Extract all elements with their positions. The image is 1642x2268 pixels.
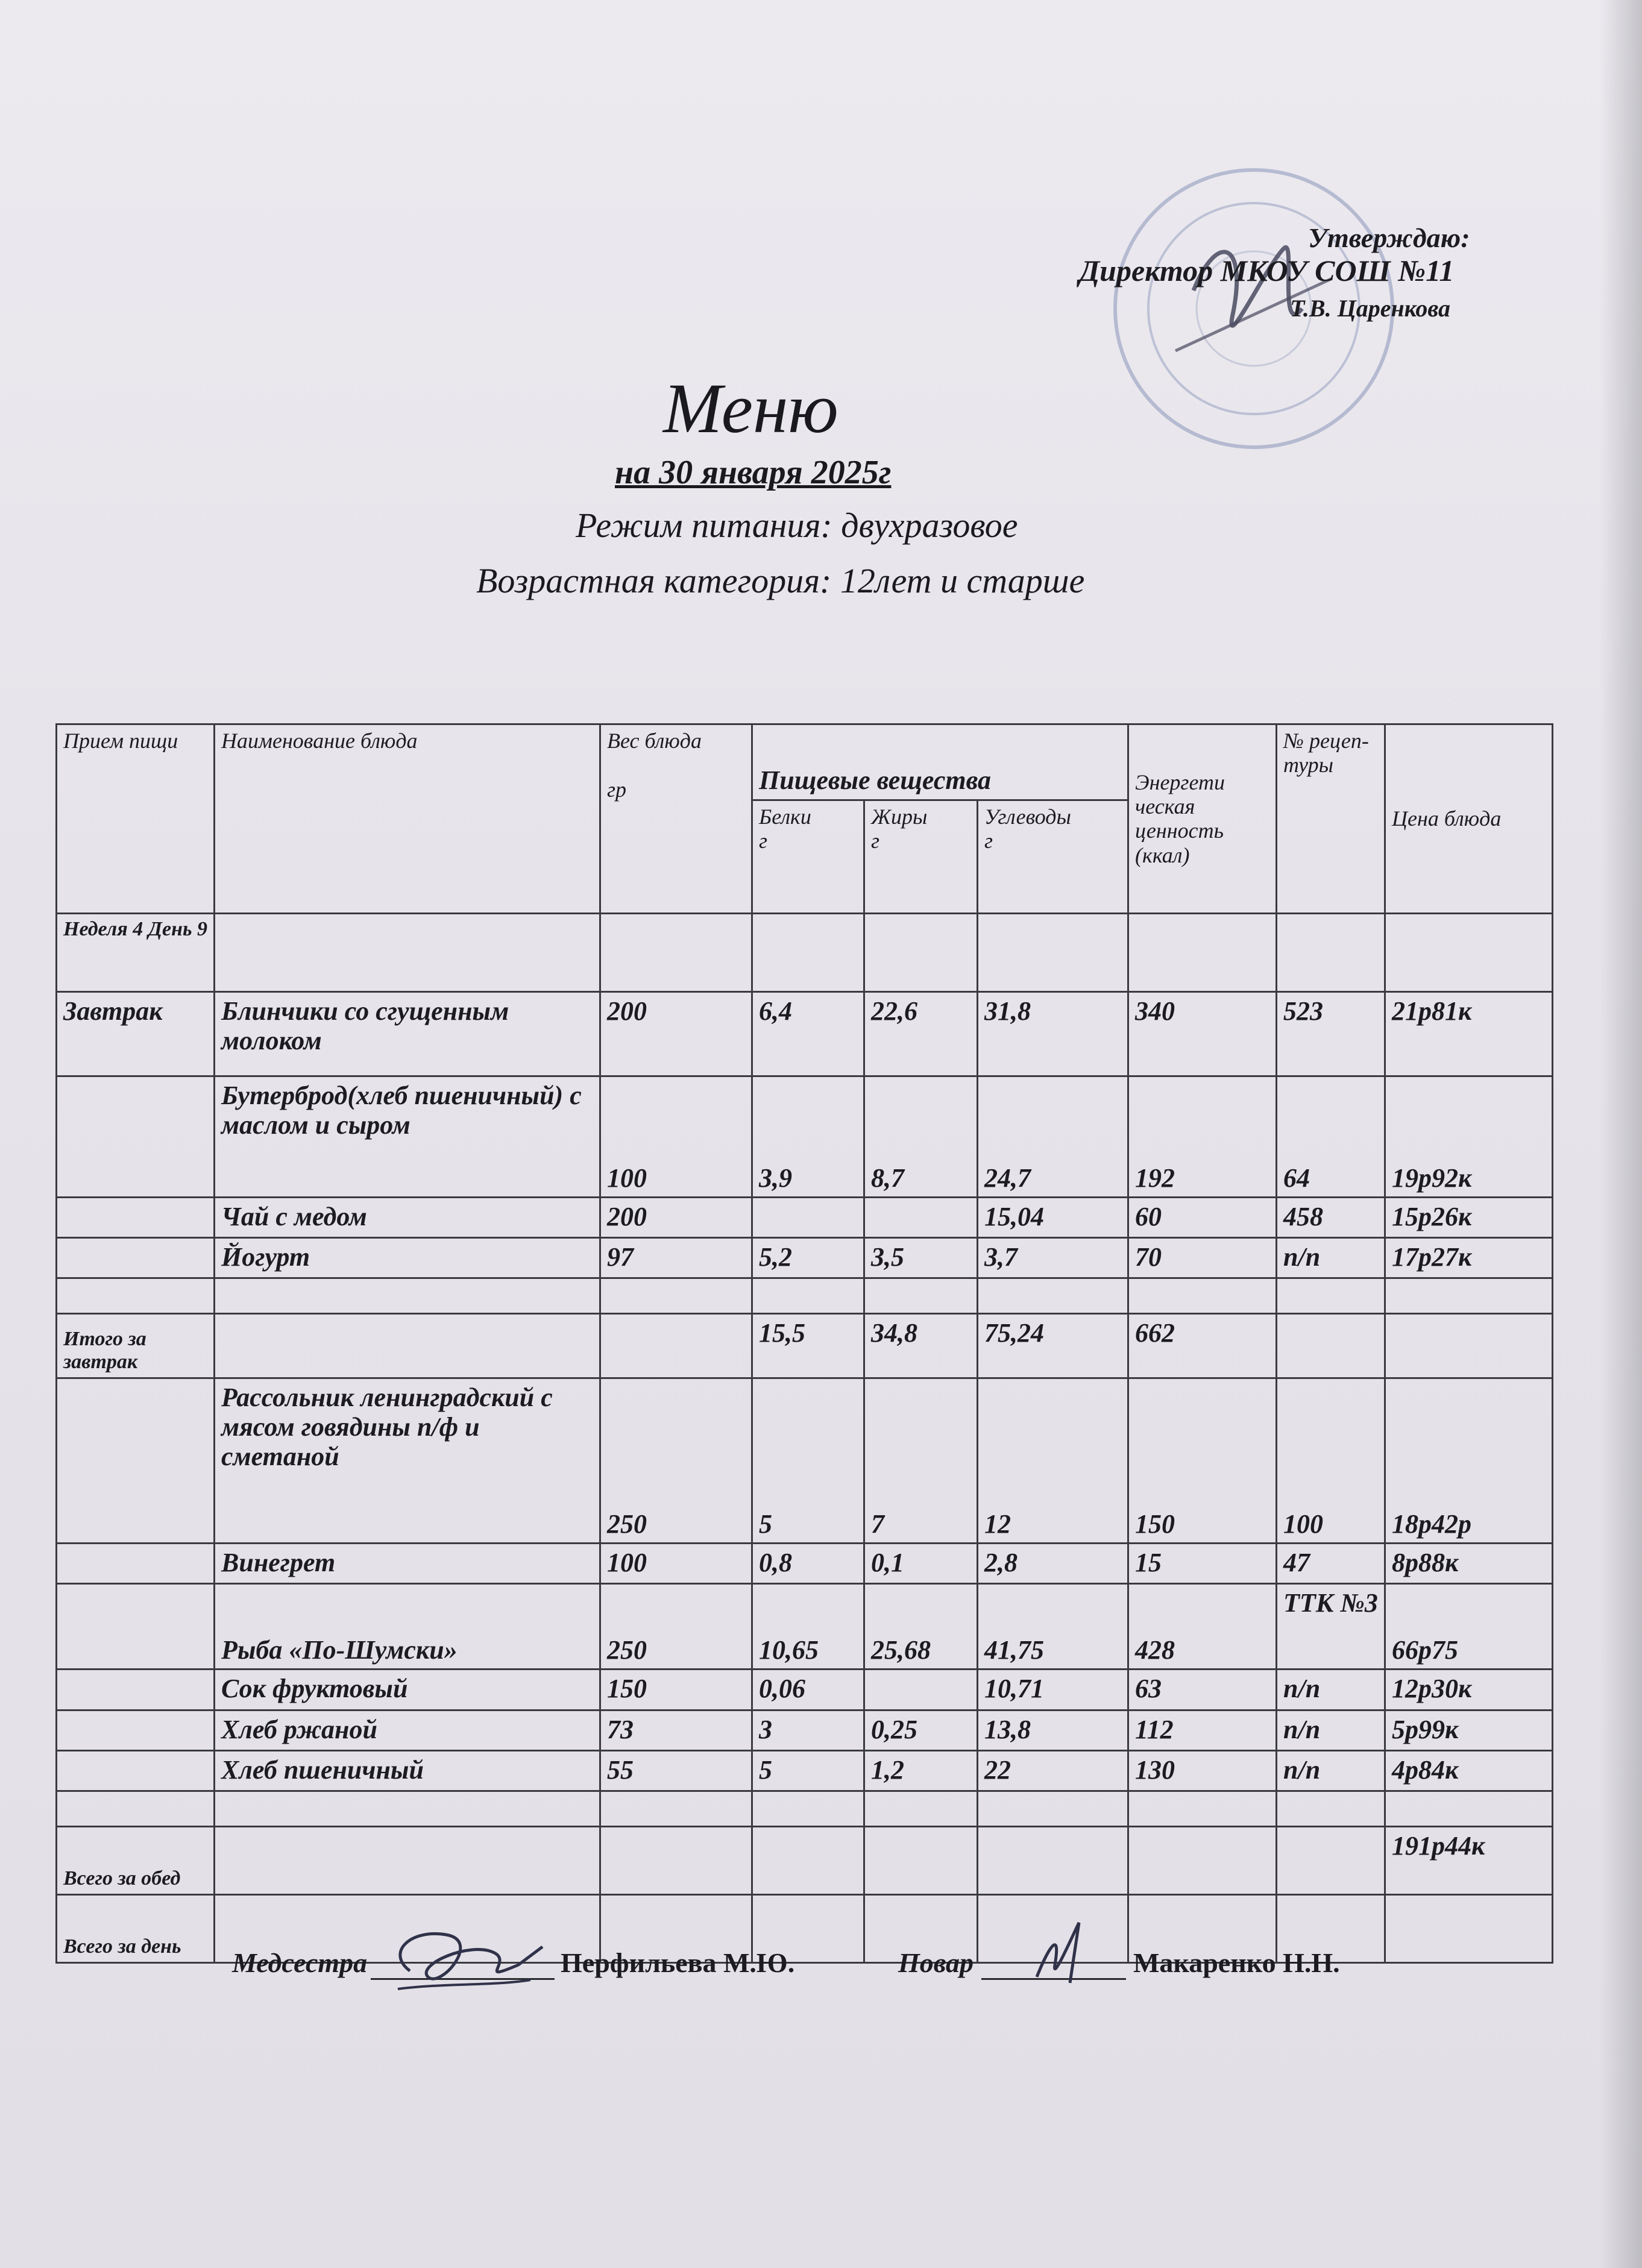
table-row xyxy=(57,1378,1553,1543)
cell-weight: 100 xyxy=(600,1076,752,1197)
cell-protein xyxy=(752,1197,864,1237)
header-price: Цена блюда xyxy=(1385,724,1553,914)
table-row xyxy=(57,1238,1553,1278)
cell-price xyxy=(1385,913,1553,991)
cell-recipe: п/п xyxy=(1277,1670,1385,1710)
cell-carbs xyxy=(978,913,1128,991)
header-carbs-label: Углеводы xyxy=(984,804,1071,829)
cell-fat xyxy=(864,1278,978,1314)
cell-carbs: 12 xyxy=(978,1378,1128,1543)
cell-carbs xyxy=(978,1791,1128,1827)
cell-dish xyxy=(215,913,600,991)
cell-recipe: 523 xyxy=(1277,991,1385,1076)
cell-recipe: 458 xyxy=(1277,1197,1385,1237)
cook-label: Повар xyxy=(898,1947,974,1978)
cell-energy xyxy=(1128,913,1277,991)
cell-carbs xyxy=(978,1826,1128,1894)
cell-dish xyxy=(215,1791,600,1827)
cell-price: 15р26к xyxy=(1385,1197,1553,1237)
cell-recipe xyxy=(1277,913,1385,991)
cell-fat: 3,5 xyxy=(864,1238,978,1278)
approval-line-1: Утверждаю: xyxy=(1308,222,1470,253)
header-weight-unit: гр xyxy=(607,777,627,802)
cell-meal xyxy=(57,1543,215,1583)
cell-price: 19р92к xyxy=(1385,1076,1553,1197)
cell-weight xyxy=(600,1826,752,1894)
table-row xyxy=(57,1750,1553,1791)
page-title: Меню xyxy=(663,369,838,448)
meal-mode: Режим питания: двухразовое xyxy=(576,506,1018,545)
cell-carbs: 22 xyxy=(978,1750,1128,1791)
cell-fat: 34,8 xyxy=(864,1313,978,1378)
cell-energy: 112 xyxy=(1128,1710,1277,1750)
cell-fat xyxy=(864,1197,978,1237)
cell-recipe: п/п xyxy=(1277,1710,1385,1750)
cell-protein: 5 xyxy=(752,1750,864,1791)
header-dish: Наименование блюда xyxy=(215,724,600,914)
cell-weight xyxy=(600,913,752,991)
cell-energy: 192 xyxy=(1128,1076,1277,1197)
table-row xyxy=(57,1278,1553,1314)
cell-dish: Рыба «По-Шумски» xyxy=(215,1584,600,1670)
cell-protein: 6,4 xyxy=(752,991,864,1076)
cell-energy: 60 xyxy=(1128,1197,1277,1237)
cell-recipe: ТТК №3 xyxy=(1277,1584,1385,1670)
header-energy: Энергети ческая ценность (ккал) xyxy=(1128,724,1277,914)
cell-weight: 150 xyxy=(600,1670,752,1710)
cell-protein: 3 xyxy=(752,1710,864,1750)
cell-weight: 100 xyxy=(600,1543,752,1583)
cell-energy: 340 xyxy=(1128,991,1277,1076)
cell-dish: Бутерброд(хлеб пшеничный) с маслом и сыром xyxy=(215,1076,600,1197)
cell-weight: 250 xyxy=(600,1584,752,1670)
header-weight xyxy=(600,724,752,914)
cell-meal xyxy=(57,1750,215,1791)
cell-fat xyxy=(864,1826,978,1894)
cell-recipe xyxy=(1277,1826,1385,1894)
cell-protein: 15,5 xyxy=(752,1313,864,1378)
nurse-name: Перфильева М.Ю. xyxy=(561,1947,795,1978)
cell-protein: 3,9 xyxy=(752,1076,864,1197)
cook-name: Макаренко Н.Н. xyxy=(1133,1947,1340,1978)
header-fat-label: Жиры xyxy=(871,804,928,829)
cell-recipe: 100 xyxy=(1277,1378,1385,1543)
menu-date: на 30 января 2025г xyxy=(615,454,892,491)
header-protein-label: Белки xyxy=(759,804,811,829)
header-weight-label: Вес блюда xyxy=(607,729,702,753)
cell-price: 18р42р xyxy=(1385,1378,1553,1543)
cell-dish xyxy=(215,1313,600,1378)
cell-fat xyxy=(864,1791,978,1827)
cell-weight: 55 xyxy=(600,1750,752,1791)
table-row xyxy=(57,1670,1553,1710)
cell-weight: 73 xyxy=(600,1710,752,1750)
table-row xyxy=(57,1313,1553,1378)
table-row xyxy=(57,1076,1553,1197)
cell-carbs xyxy=(978,1278,1128,1314)
cell-fat: 1,2 xyxy=(864,1750,978,1791)
cell-weight xyxy=(600,1278,752,1314)
cell-dish: Чай с медом xyxy=(215,1197,600,1237)
menu-table xyxy=(55,723,1553,1964)
cell-energy: 662 xyxy=(1128,1313,1277,1378)
header-recipe: № рецеп- туры xyxy=(1277,724,1385,914)
cell-recipe xyxy=(1277,1313,1385,1378)
cell-carbs: 13,8 xyxy=(978,1710,1128,1750)
cell-price xyxy=(1385,1278,1553,1314)
approval-line-2: Директор МКОУ СОШ №11 xyxy=(1079,254,1455,287)
cell-dish: Сок фруктовый xyxy=(215,1670,600,1710)
cell-weight: 200 xyxy=(600,1197,752,1237)
cell-protein xyxy=(752,1278,864,1314)
cell-recipe: п/п xyxy=(1277,1238,1385,1278)
cell-dish xyxy=(215,1278,600,1314)
cell-dish: Йогурт xyxy=(215,1238,600,1278)
cell-meal: Всего за обед xyxy=(57,1826,215,1894)
header-fat xyxy=(864,800,978,913)
cell-price: 12р30к xyxy=(1385,1670,1553,1710)
cell-protein xyxy=(752,913,864,991)
cell-dish: Хлеб ржаной xyxy=(215,1710,600,1750)
cell-carbs: 10,71 xyxy=(978,1670,1128,1710)
cell-dish: Хлеб пшеничный xyxy=(215,1750,600,1791)
age-category: Возрастная категория: 12лет и старше xyxy=(476,561,1085,600)
cell-price: 8р88к xyxy=(1385,1543,1553,1583)
cell-protein xyxy=(752,1791,864,1827)
cell-recipe: 64 xyxy=(1277,1076,1385,1197)
cell-price: 66р75 xyxy=(1385,1584,1553,1670)
cell-protein xyxy=(752,1826,864,1894)
cell-meal xyxy=(57,1238,215,1278)
cell-weight: 200 xyxy=(600,991,752,1076)
header-protein-unit: г xyxy=(759,828,768,853)
cell-dish xyxy=(215,1826,600,1894)
cell-meal: Всего за день xyxy=(57,1894,215,1962)
cell-price: 4р84к xyxy=(1385,1750,1553,1791)
menu-body xyxy=(57,913,1553,1962)
cell-meal xyxy=(57,1076,215,1197)
cell-meal: Неделя 4 День 9 xyxy=(57,913,215,991)
cell-meal: Завтрак xyxy=(57,991,215,1076)
cell-weight: 250 xyxy=(600,1378,752,1543)
cell-meal xyxy=(57,1710,215,1750)
cell-fat xyxy=(864,913,978,991)
cell-meal: Итого за завтрак xyxy=(57,1313,215,1378)
table-row xyxy=(57,1791,1553,1827)
cook-signature xyxy=(1013,1911,1109,1995)
cell-fat: 22,6 xyxy=(864,991,978,1076)
table-row xyxy=(57,1543,1553,1583)
cell-weight xyxy=(600,1313,752,1378)
cell-price: 5р99к xyxy=(1385,1710,1553,1750)
header-carbs-unit: г xyxy=(984,828,993,853)
cell-meal xyxy=(57,1278,215,1314)
cell-dish: Винегрет xyxy=(215,1543,600,1583)
cell-price: 17р27к xyxy=(1385,1238,1553,1278)
cell-energy: 70 xyxy=(1128,1238,1277,1278)
cell-recipe xyxy=(1277,1278,1385,1314)
cell-dish: Рассольник ленинградский с мясом говядины п/ф и сметаной xyxy=(215,1378,600,1543)
cell-price xyxy=(1385,1791,1553,1827)
cell-meal xyxy=(57,1378,215,1543)
cell-fat xyxy=(864,1670,978,1710)
cell-energy: 130 xyxy=(1128,1750,1277,1791)
cell-fat: 25,68 xyxy=(864,1584,978,1670)
header-carbs xyxy=(978,800,1128,913)
cell-weight: 97 xyxy=(600,1238,752,1278)
table-row xyxy=(57,1197,1553,1237)
cell-recipe: п/п xyxy=(1277,1750,1385,1791)
nurse-signature xyxy=(374,1917,555,2001)
cell-recipe xyxy=(1277,1791,1385,1827)
header-nutrients: Пищевые вещества xyxy=(752,724,1128,800)
cell-energy: 15 xyxy=(1128,1543,1277,1583)
cell-recipe: 47 xyxy=(1277,1543,1385,1583)
table-header-row xyxy=(57,724,1553,800)
cell-protein: 0,06 xyxy=(752,1670,864,1710)
cell-carbs: 31,8 xyxy=(978,991,1128,1076)
cell-price xyxy=(1385,1313,1553,1378)
cell-protein: 0,8 xyxy=(752,1543,864,1583)
nurse-label: Медсестра xyxy=(232,1947,368,1978)
page-edge-shadow xyxy=(1600,0,1642,2268)
cell-meal xyxy=(57,1791,215,1827)
header-fat-unit: г xyxy=(871,828,880,853)
cell-protein: 5,2 xyxy=(752,1238,864,1278)
table-row xyxy=(57,991,1553,1076)
cell-meal xyxy=(57,1584,215,1670)
cell-energy: 150 xyxy=(1128,1378,1277,1543)
cell-energy: 63 xyxy=(1128,1670,1277,1710)
cell-carbs: 41,75 xyxy=(978,1584,1128,1670)
cell-protein: 10,65 xyxy=(752,1584,864,1670)
cell-energy xyxy=(1128,1791,1277,1827)
table-row xyxy=(57,913,1553,991)
cell-dish: Блинчики со сгущенным молоком xyxy=(215,991,600,1076)
cell-carbs: 3,7 xyxy=(978,1238,1128,1278)
cell-price: 191р44к xyxy=(1385,1826,1553,1894)
cell-carbs: 2,8 xyxy=(978,1543,1128,1583)
cell-price: 21р81к xyxy=(1385,991,1553,1076)
cell-meal xyxy=(57,1197,215,1237)
cell-protein: 5 xyxy=(752,1378,864,1543)
header-protein xyxy=(752,800,864,913)
cell-price xyxy=(1385,1894,1553,1962)
cell-meal xyxy=(57,1670,215,1710)
cell-fat: 0,1 xyxy=(864,1543,978,1583)
cell-fat: 8,7 xyxy=(864,1076,978,1197)
table-row xyxy=(57,1710,1553,1750)
approval-line-3: Т.В. Царенкова xyxy=(1290,295,1451,322)
cell-fat: 7 xyxy=(864,1378,978,1543)
cell-energy xyxy=(1128,1278,1277,1314)
cell-carbs: 15,04 xyxy=(978,1197,1128,1237)
cell-carbs: 24,7 xyxy=(978,1076,1128,1197)
cell-weight xyxy=(600,1791,752,1827)
cell-energy: 428 xyxy=(1128,1584,1277,1670)
cell-energy xyxy=(1128,1826,1277,1894)
cell-fat: 0,25 xyxy=(864,1710,978,1750)
table-row xyxy=(57,1826,1553,1894)
cell-carbs: 75,24 xyxy=(978,1313,1128,1378)
header-meal: Прием пищи xyxy=(57,724,215,914)
table-row xyxy=(57,1584,1553,1670)
